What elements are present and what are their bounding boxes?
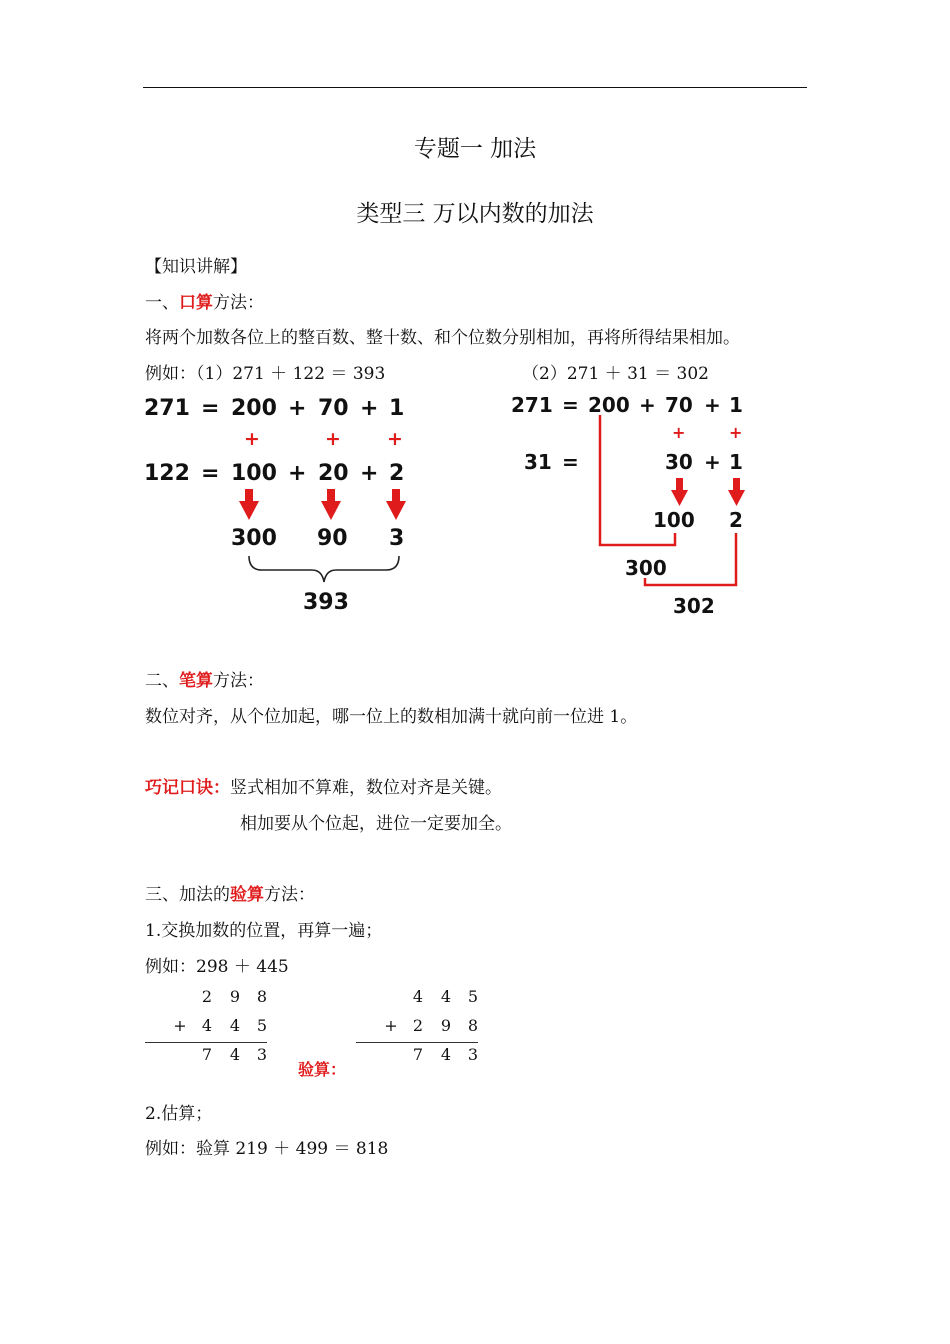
check-label: 验算：: [298, 1060, 347, 1079]
d1-r2-100: 100: [231, 461, 277, 486]
written-suffix: 方法：: [213, 671, 264, 691]
oral-example-1: 例如：（1）271 ＋ 122 ＝ 393: [145, 364, 386, 384]
oral-prefix: 一、: [145, 293, 179, 313]
d2-r2-eq: =: [562, 450, 579, 474]
oral-example-2: （2）271 ＋ 31 ＝ 302: [522, 364, 709, 384]
vr-bot-3: 8: [467, 1016, 479, 1035]
d2-arrows: [671, 478, 745, 506]
check-example-2: 例如：验算 219 ＋ 499 ＝ 818: [145, 1139, 389, 1159]
d2-mid-100: 100: [653, 508, 695, 532]
vr-res-3: 3: [467, 1045, 479, 1064]
vr-rule: [356, 1042, 478, 1043]
vl-op: +: [173, 1016, 187, 1035]
oral-description: 将两个加数各位上的整百数、整十数、和个位数分别相加，再将所得结果相加。: [145, 328, 740, 348]
d1-r2-20: 20: [318, 461, 349, 486]
check-highlight: 验算: [230, 885, 264, 905]
d2-r1-70: 70: [665, 393, 693, 417]
page-title: 专题一 加法: [413, 136, 537, 162]
d1-plus-a: +: [244, 428, 260, 450]
check-item-2: 2.估算；: [145, 1104, 213, 1124]
vr-top-2: 4: [440, 987, 452, 1006]
d1-plus-b: +: [325, 428, 341, 450]
vl-bot-2: 4: [229, 1016, 241, 1035]
vr-res-2: 4: [440, 1045, 452, 1064]
vl-rule: [145, 1042, 267, 1043]
d1-r2-122: 122: [144, 461, 190, 486]
vr-top-3: 5: [467, 987, 479, 1006]
oral-suffix: 方法：: [213, 293, 264, 313]
written-description: 数位对齐，从个位加起，哪一位上的数相加满十就向前一位进 1。: [145, 707, 638, 727]
d2-r2-31: 31: [524, 450, 552, 474]
d2-r1-271: 271: [511, 393, 553, 417]
vr-bot-2: 9: [440, 1016, 452, 1035]
d2-mid-2: 2: [729, 508, 743, 532]
d1-r2-eq: =: [201, 461, 220, 486]
d1-r1-70: 70: [318, 396, 349, 421]
vl-top-1: 2: [201, 987, 213, 1006]
d1-r1-271: 271: [144, 396, 190, 421]
vl-bot-1: 4: [201, 1016, 213, 1035]
d1-total-393: 393: [303, 590, 349, 615]
d2-r1-200: 200: [588, 393, 630, 417]
mnemonic-line-2: 相加要从个位起，进位一定要加全。: [240, 814, 512, 834]
mnemonic-text-1: 竖式相加不算难，数位对齐是关键。: [230, 778, 502, 798]
d2-plus-a: +: [672, 423, 686, 442]
vertical-calc-left: [145, 987, 270, 1067]
vl-top-3: 8: [256, 987, 268, 1006]
d2-total-302: 302: [673, 594, 715, 618]
d2-bracket-lines: [600, 415, 736, 585]
d2-r1-eq: =: [562, 393, 579, 417]
d1-r1-plus2: +: [360, 396, 379, 421]
vl-res-3: 3: [256, 1045, 268, 1064]
d2-r2-30: 30: [665, 450, 693, 474]
d2-plus-b: +: [729, 423, 743, 442]
d1-result-3: 3: [389, 526, 405, 551]
d1-result-300: 300: [231, 526, 277, 551]
vl-res-2: 4: [229, 1045, 241, 1064]
d1-r2-plus2: +: [360, 461, 379, 486]
d2-partial-300: 300: [625, 556, 667, 580]
check-example-1: 例如：298 ＋ 445: [145, 957, 289, 977]
vl-bot-3: 5: [256, 1016, 268, 1035]
d2-r2-plus: +: [704, 450, 721, 474]
d2-r1-plus2: +: [704, 393, 721, 417]
written-highlight: 笔算: [179, 671, 213, 691]
vertical-calc-right: [356, 987, 481, 1067]
d1-r1-plus1: +: [288, 396, 307, 421]
d2-r1-1: 1: [729, 393, 743, 417]
vr-top-1: 4: [412, 987, 424, 1006]
oral-highlight: 口算: [179, 293, 213, 313]
d1-r2-plus1: +: [288, 461, 307, 486]
mnemonic-line-1: [145, 773, 502, 798]
d1-r1-eq: =: [201, 396, 220, 421]
d2-arrow-icon-2: [728, 478, 745, 506]
d2-arrow-icon-1: [671, 478, 688, 506]
check-suffix: 方法：: [264, 885, 315, 905]
mnemonic-label: 巧记口诀：: [145, 778, 230, 798]
written-prefix: 二、: [145, 671, 179, 691]
section-heading-knowledge: 【知识讲解】: [145, 257, 247, 277]
d1-result-90: 90: [317, 526, 348, 551]
written-heading: [145, 666, 264, 691]
vl-top-2: 9: [229, 987, 241, 1006]
d2-r1-plus1: +: [639, 393, 656, 417]
d1-r1-200: 200: [231, 396, 277, 421]
check-heading: [145, 880, 315, 905]
d1-r2-2: 2: [389, 461, 405, 486]
vl-res-1: 7: [201, 1045, 213, 1064]
page-subtitle: 类型三 万以内数的加法: [356, 201, 594, 227]
vr-op: +: [384, 1016, 398, 1035]
vr-bot-1: 2: [412, 1016, 424, 1035]
d1-plus-c: +: [387, 428, 403, 450]
vr-res-1: 7: [412, 1045, 424, 1064]
check-prefix: 三、加法的: [145, 885, 230, 905]
check-item-1: 1.交换加数的位置，再算一遍；: [145, 921, 383, 941]
d2-r2-1: 1: [729, 450, 743, 474]
d1-r1-1: 1: [389, 396, 405, 421]
